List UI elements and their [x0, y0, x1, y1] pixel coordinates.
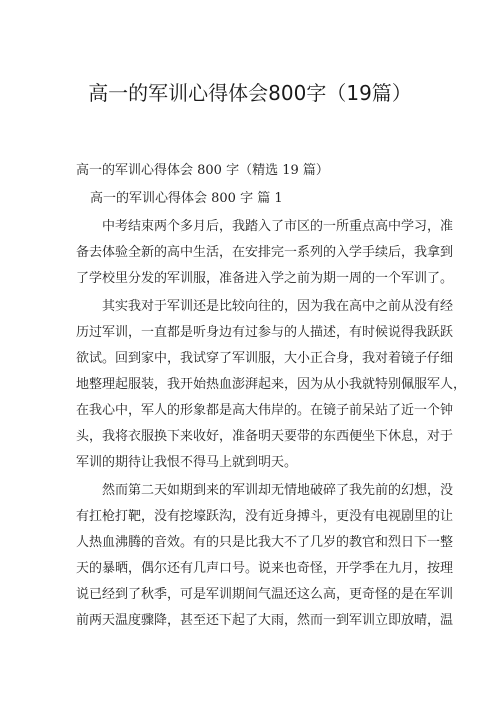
paragraph-line: 天的暴晒，偶尔还有几声口号。说来也奇怪，开学季在九月，按理: [76, 561, 454, 576]
paragraph-line: 军训的期待让我恨不得马上就到明天。: [76, 455, 298, 470]
paragraph-line: 其实我对于军训还是比较向往的，因为我在高中之前从没有经: [102, 299, 454, 314]
paragraph-line: 备去体验全新的高中生活，在安排完一系列的入学手续后，我拿到: [76, 245, 454, 260]
paragraph-line: 在我心中，军人的形象都是高大伟岸的。在镜子前呆站了近一个钟: [76, 403, 454, 418]
paragraph-line: 然而第二天如期到来的军训却无情地破碎了我先前的幻想，没: [102, 483, 454, 498]
paragraph-line: 人热血沸腾的音效。有的只是比我大不了几岁的教官和烈日下一整: [76, 535, 454, 550]
paragraph-line: 历过军训，一直都是听身边有过参与的人描述，有时候说得我跃跃: [76, 325, 454, 340]
document-subtitle: 高一的军训心得体会 800 字（精选 19 篇）: [76, 163, 329, 178]
paragraph-line: 中考结束两个多月后，我踏入了市区的一所重点高中学习，准: [102, 219, 454, 234]
paragraph-line: 前两天温度骤降，甚至还下起了大雨，然而一到军训立即放晴，温: [76, 613, 454, 628]
paragraph-line: 地整理起服装，我开始热血澎湃起来，因为从小我就特别佩服军人，: [76, 377, 467, 392]
document-title: 高一的军训心得体会800字（19篇）: [88, 81, 412, 105]
article-heading: 高一的军训心得体会 800 字 篇 1: [90, 191, 283, 206]
paragraph-line: 欲试。回到家中，我试穿了军训服，大小正合身，我对着镜子仔细: [76, 351, 454, 366]
paragraph-line: 了学校里分发的军训服，准备进入学之前为期一周的一个军训了。: [76, 271, 454, 286]
paragraph-line: 有扛枪打靶，没有挖壕跃沟，没有近身搏斗，更没有电视剧里的让: [76, 509, 454, 524]
paragraph-line: 说已经到了秋季，可是军训期间气温还这么高，更奇怪的是在军训: [76, 587, 454, 602]
paragraph-line: 头，我将衣服换下来收好，准备明天要带的东西便坐下休息，对于: [76, 429, 454, 444]
